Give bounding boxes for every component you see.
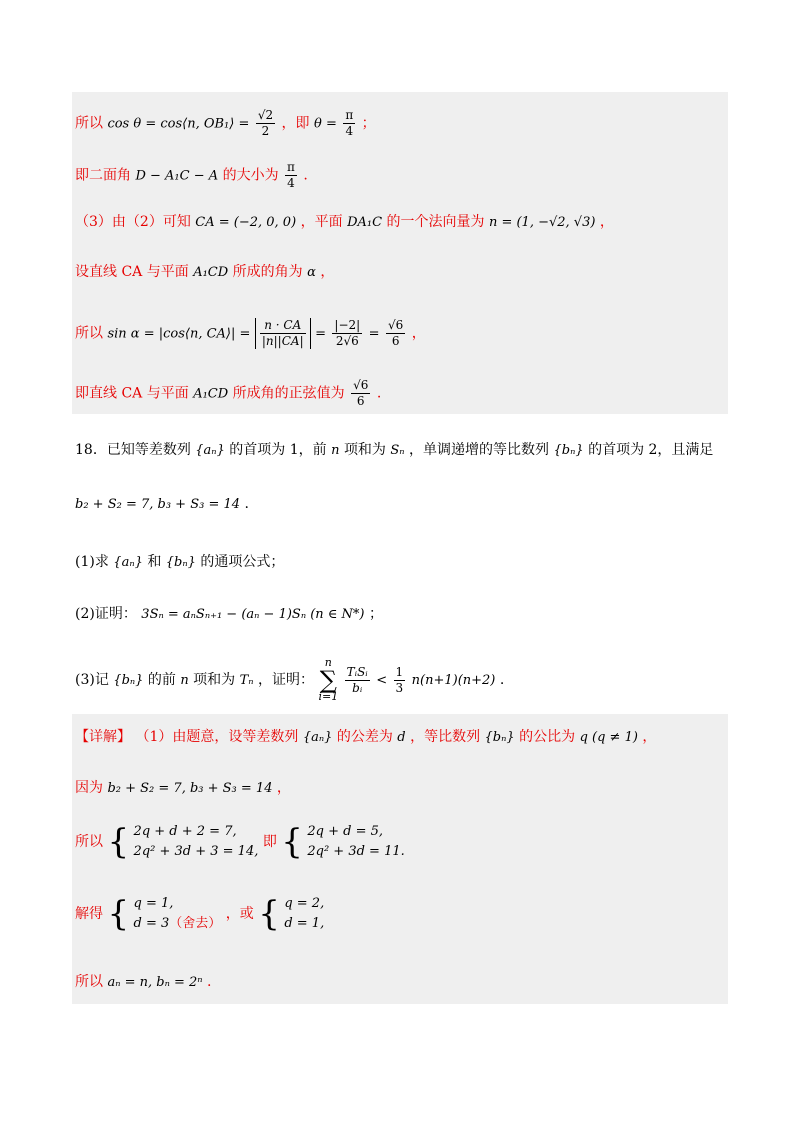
text-end: .	[244, 496, 249, 512]
text-mid: 的前	[147, 672, 176, 688]
formula-tn: Tₙ	[239, 673, 254, 688]
detail-line-setup	[75, 727, 656, 748]
solution-line-sin-alpha	[75, 318, 426, 349]
fraction-pi-over-4	[343, 108, 355, 139]
detail-line-result	[75, 972, 211, 993]
text-mid: 所成的角为	[232, 264, 303, 280]
solution-system-2	[284, 894, 324, 934]
left-brace-icon: {	[107, 822, 130, 862]
text-mid: 的大小为	[222, 167, 279, 184]
text-prefix: 因为	[75, 780, 103, 796]
summation-symbol	[318, 658, 338, 702]
fraction-sqrt6-over-6	[386, 318, 405, 349]
frac-num: n · CA	[260, 318, 306, 334]
text-prefix: （1）由题意，设等差数列	[135, 729, 299, 745]
formula-n: n	[331, 443, 340, 458]
problem-18-question-3	[75, 658, 504, 702]
text-prefix: 即直线 CA 与平面	[75, 385, 189, 402]
text-end: ，	[642, 729, 657, 745]
frac-num: π	[287, 160, 295, 174]
text-mid2: 项和为	[343, 442, 386, 458]
equation-row: d = 1,	[284, 916, 325, 931]
formula-normal-vector: n = (1, −√2, √3)	[488, 215, 596, 230]
fraction-dot-over-norms	[260, 318, 306, 349]
formula-vector-ca: CA = (−2, 0, 0)	[195, 215, 297, 230]
formula-general-terms: aₙ = n, bₙ = 2ⁿ	[107, 975, 203, 990]
left-brace-icon: {	[107, 894, 130, 934]
solution-line-normal-vector	[75, 212, 614, 233]
text-mid: 所成角的正弦值为	[232, 385, 345, 402]
solution-line-cos-theta	[75, 108, 376, 139]
solution-block-top	[72, 92, 728, 414]
formula-d: d	[397, 730, 406, 745]
equation-row: q = 2,	[284, 896, 325, 911]
fraction-tisi-over-bi	[345, 665, 370, 696]
text-mid: ，平面	[300, 214, 343, 230]
text-mid3: ，单调递增的等比数列	[409, 442, 550, 458]
equation-system-1	[134, 822, 259, 862]
formula-condition: b₂ + S₂ = 7, b₃ + S₃ = 14	[107, 781, 273, 796]
text-end: ；	[361, 115, 376, 132]
fraction-one-third	[394, 665, 406, 696]
text-mid1: 的首项为 1，前	[229, 442, 327, 458]
text-mid2: ，等比数列	[410, 729, 481, 745]
text-prefix: 解得	[75, 906, 103, 922]
formula-plane: A₁CD	[193, 386, 229, 402]
text-mid: 即	[262, 834, 277, 850]
text-prefix: （3）由（2）可知	[75, 214, 191, 230]
formula-bn: {bₙ}	[484, 730, 515, 745]
frac-den: 4	[287, 176, 295, 190]
formula-an: {aₙ}	[113, 555, 143, 570]
frac-num: π	[345, 108, 354, 122]
text-prefix: 设直线 CA 与平面	[75, 264, 189, 280]
frac-num: √6	[353, 378, 369, 392]
text-prefix: 即二面角	[75, 167, 131, 184]
text-mid: ，即	[281, 115, 310, 132]
equals-sign: =	[315, 326, 326, 342]
sum-lower: i=1	[318, 690, 339, 703]
text-end: ，	[320, 264, 335, 280]
solution-system-1	[134, 894, 222, 934]
frac-den: 2√6	[335, 334, 359, 348]
frac-num: √2	[257, 108, 274, 122]
less-than-sign: <	[376, 673, 388, 688]
frac-den: 3	[395, 680, 404, 695]
formula-dihedral: D − A₁C − A	[135, 168, 219, 184]
frac-num: TᵢSᵢ	[346, 664, 368, 679]
formula-bn: {bₙ}	[553, 443, 584, 458]
equation-row: 2q + d = 5,	[307, 824, 384, 839]
formula-sn: Sₙ	[390, 443, 405, 458]
formula-plane: A₁CD	[193, 265, 229, 280]
text-prefix: (2)证明：	[75, 606, 137, 622]
text-end: ，	[411, 325, 426, 342]
formula-sin-alpha: sin α = |cos⟨n, CA⟩| =	[107, 326, 251, 342]
formula-an: {aₙ}	[302, 730, 333, 745]
frac-den: 2	[261, 124, 270, 138]
frac-den: |n||CA|	[261, 334, 304, 348]
formula-alpha: α	[307, 265, 316, 280]
text-prefix: (3)记	[75, 672, 109, 688]
problem-18-question-2	[75, 604, 383, 625]
frac-den: bᵢ	[352, 680, 363, 695]
discard-note: （舍去）	[169, 916, 222, 931]
equals-sign: =	[368, 326, 380, 342]
text-mid3: 的公比为	[519, 729, 576, 745]
frac-num: √6	[388, 318, 404, 332]
formula-condition: b₂ + S₂ = 7, b₃ + S₃ = 14	[75, 497, 241, 512]
text-prefix: 所以	[75, 325, 103, 342]
detail-line-solve	[75, 894, 324, 934]
text-prefix: (1)求	[75, 554, 109, 570]
text-prefix: 所以	[75, 974, 103, 990]
text-end: 的通项公式；	[200, 554, 285, 570]
text-end: 的首项为 2，且满足	[588, 442, 714, 458]
problem-18-question-1	[75, 552, 284, 573]
equation-row: d = 3	[133, 916, 170, 931]
problem-18-stem	[75, 440, 713, 461]
solution-line-sine-value	[75, 378, 381, 409]
formula-n: n	[180, 673, 189, 688]
formula-tail: n(n+1)(n+2)	[411, 673, 496, 688]
equation-system-2	[307, 822, 404, 862]
equation-row: 2q + d + 2 = 7,	[133, 824, 237, 839]
detail-label: 【详解】	[75, 729, 131, 745]
text-mid2: 的一个法向量为	[386, 214, 485, 230]
text-mid3: ，证明：	[258, 672, 315, 688]
fraction-abs-neg2-over-2sqrt6	[332, 318, 362, 349]
text-end: .	[376, 385, 382, 402]
fraction-sqrt2-over-2	[256, 108, 275, 139]
sum-sigma: ∑	[319, 666, 337, 694]
frac-den: 4	[345, 124, 354, 138]
frac-den: 6	[356, 394, 365, 408]
formula-identity: 3Sₙ = aₙSₙ₊₁ − (aₙ − 1)Sₙ (n ∈ N*)	[141, 607, 365, 622]
solution-line-dihedral-angle	[75, 160, 308, 191]
equation-row: 2q² + 3d + 3 = 14,	[133, 844, 259, 859]
equation-row: q = 1,	[133, 896, 174, 911]
sum-upper: n	[324, 656, 332, 669]
detail-line-system	[75, 822, 405, 862]
text-mid2: 项和为	[193, 672, 236, 688]
formula-cos-theta: cos θ = cos⟨n, OB₁⟩ =	[107, 116, 250, 132]
formula-an: {aₙ}	[195, 443, 225, 458]
frac-den: 6	[391, 334, 400, 348]
formula-bn: {bₙ}	[165, 555, 196, 570]
frac-num: 1	[395, 664, 404, 679]
text-prefix: 所以	[75, 115, 103, 132]
frac-num: |−2|	[334, 318, 361, 332]
text-end: ，	[599, 214, 614, 230]
detail-line-because	[75, 778, 291, 799]
formula-plane: DA₁C	[347, 215, 383, 230]
text-prefix: 所以	[75, 834, 103, 850]
problem-18-condition	[75, 494, 249, 515]
fraction-pi-over-4	[285, 160, 297, 191]
text-end: ；	[368, 606, 383, 622]
absolute-value-bars	[255, 318, 311, 349]
text-mid: ，或	[225, 906, 254, 922]
text-end: .	[303, 167, 308, 184]
left-brace-icon: {	[258, 894, 280, 934]
text-end: .	[499, 672, 505, 688]
left-brace-icon: {	[281, 822, 303, 862]
solution-line-set-angle	[75, 262, 334, 283]
text-mid: 和	[147, 554, 162, 570]
formula-bn: {bₙ}	[113, 673, 144, 688]
formula-theta: θ =	[314, 116, 337, 132]
text-end: ，	[276, 780, 291, 796]
equation-row: 2q² + 3d = 11.	[307, 844, 405, 859]
formula-q: q (q ≠ 1)	[579, 730, 638, 745]
text-end: .	[207, 974, 212, 990]
fraction-sqrt6-over-6	[351, 378, 370, 409]
text-prefix: 18．已知等差数列	[75, 442, 191, 458]
text-mid: 的公差为	[336, 729, 393, 745]
